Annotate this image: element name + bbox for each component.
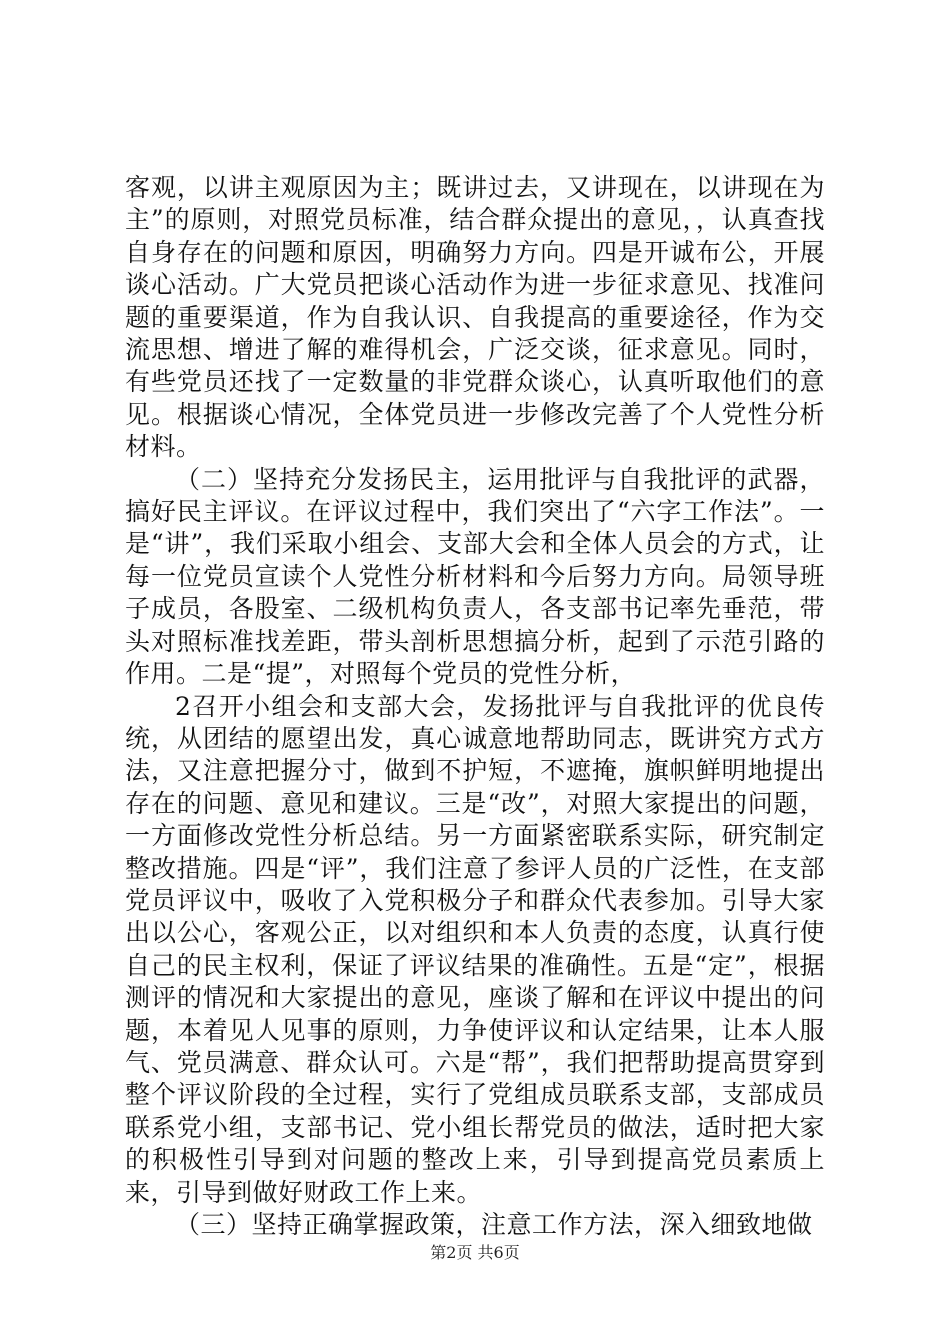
page-number-footer: 第2页 共6页 bbox=[430, 1243, 520, 1262]
document-body bbox=[125, 172, 825, 1241]
paragraph-4: （三）坚持正确掌握政策，注意工作方法，深入细致地做 bbox=[175, 1210, 813, 1239]
paragraph-2: （二）坚持充分发扬民主，运用批评与自我批评的武器，搞好民主评议。在评议过程中，我们突出了“六字工作法”。一是“讲”，我们采取小组会、支部大会和全体人员会的方式，让每一位党员宣读个人党性分析材料和今后努力方向。局领导班子成员，各股室、二级机构负责人，各支部书记率先垂范，带头对照标准找差距，带头剖析思想搞分析，起到了示范引路的作用。二是“提”，对照每个党员的党性分析， bbox=[125, 464, 825, 689]
paragraph-1: 客观，以讲主观原因为主；既讲过去，又讲现在，以讲现在为主”的原则，对照党员标准，结合群众提出的意见，，认真查找自身存在的问题和原因，明确努力方向。四是开诚布公，开展谈心活动。广大党员把谈心活动作为进一步征求意见、找准问题的重要渠道，作为自我认识、自我提高的重要途径，作为交流思想、增进了解的难得机会，广泛交谈，征求意见。同时，有些党员还找了一定数量的非党群众谈心，认真听取他们的意见。根据谈心情况，全体党员进一步修改完善了个人党性分析材料。 bbox=[125, 173, 825, 462]
paragraph-3: 2召开小组会和支部大会，发扬批评与自我批评的优良传统，从团结的愿望出发，真心诚意地帮助同志，既讲究方式方法，又注意把握分寸，做到不护短，不遮掩，旗帜鲜明地提出存在的问题、意见和建议。三是“改”，对照大家提出的问题，一方面修改党性分析总结。另一方面紧密联系实际，研究制定整改措施。四是“评”，我们注意了参评人员的广泛性，在支部党员评议中，吸收了入党积极分子和群众代表参加。引导大家出以公心，客观公正，以对组织和本人负责的态度，认真行使自己的民主权利，保证了评议结果的准确性。五是“定”，根据测评的情况和大家提出的意见，座谈了解和在评议中提出的问题，本着见人见事的原则，力争使评议和认定结果，让本人服气、党员满意、群众认可。六是“帮”，我们把帮助提高贯穿到整个评议阶段的全过程，实行了党组成员联系支部，支部成员联系党小组，支部书记、党小组长帮党员的做法，适时把大家的积极性引导到对问题的整改上来，引导到提高党员素质上来，引导到做好财政工作上来。 bbox=[125, 691, 825, 1207]
